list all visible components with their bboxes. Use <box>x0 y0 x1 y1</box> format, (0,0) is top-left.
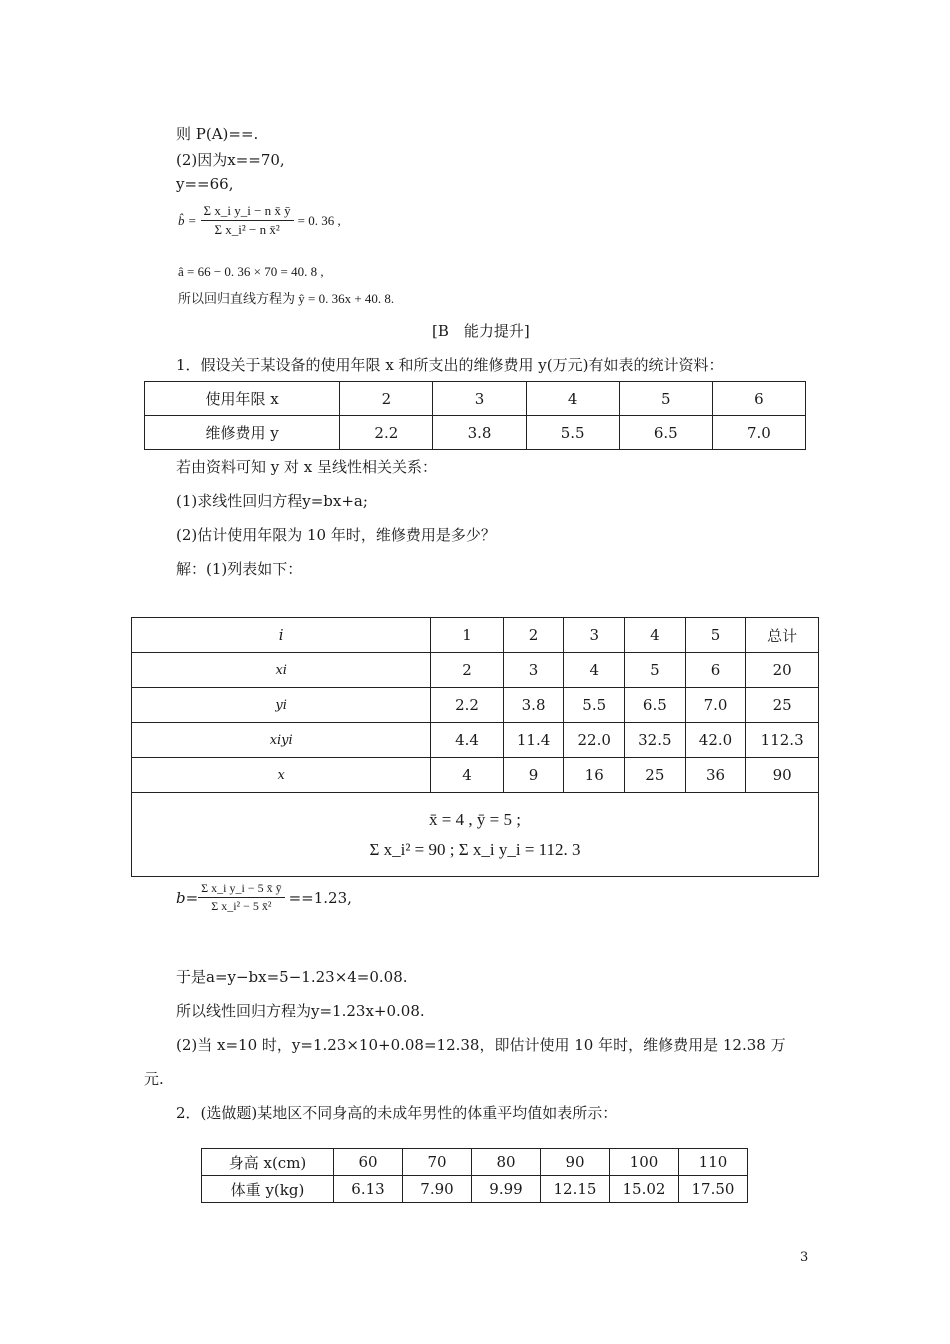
formula-b-hat: b̂ = $\frac{\text{Σ x\_i y\_i − n x̄ ȳ}}{\text{Σ x\_i² − n x̄²}}$ = 0. 36 , <box>178 203 341 237</box>
table-cell: 9 <box>503 758 564 793</box>
table-cell: 2 <box>503 618 564 653</box>
q1-part1: (1)求线性回归方程y=bx+a; <box>176 492 368 510</box>
table-cell: 12.15 <box>541 1176 610 1203</box>
b-numerator: Σ x_i y_i − 5 x̄ ȳ <box>198 881 284 898</box>
q1-table <box>144 381 806 450</box>
solution-table <box>131 617 819 877</box>
table-cell: 维修费用 y <box>145 416 340 450</box>
table-cell: 7.0 <box>712 416 805 450</box>
table-cell: 60 <box>334 1149 403 1176</box>
q2-table <box>201 1148 748 1203</box>
table-cell: 70 <box>403 1149 472 1176</box>
table-row <box>132 653 819 688</box>
table-row <box>132 723 819 758</box>
table-cell: 6 <box>685 653 746 688</box>
regression-line: 所以线性回归方程为y=1.23x+0.08. <box>176 1002 425 1020</box>
table-summary-cell <box>132 793 819 877</box>
b-prefix: b= <box>176 888 199 907</box>
table-cell: 32.5 <box>625 723 686 758</box>
formula-b-result: = 0. 36 , <box>297 212 341 228</box>
q2-table-row <box>202 1149 748 1176</box>
table-cell: 6.13 <box>334 1176 403 1203</box>
q1-part2: (2)估计使用年限为 10 年时，维修费用是多少？ <box>176 526 496 544</box>
table-cell: 5.5 <box>564 688 625 723</box>
table-cell: 3 <box>503 653 564 688</box>
table-cell: 6 <box>712 382 805 416</box>
table-cell: 使用年限 x <box>145 382 340 416</box>
table-cell: 20 <box>746 653 819 688</box>
q1-table-row <box>145 416 806 450</box>
q2-table-row <box>202 1176 748 1203</box>
table-cell: 6.5 <box>619 416 712 450</box>
table-cell: 4 <box>431 758 503 793</box>
table-cell: 4 <box>564 653 625 688</box>
q2-text: 2．(选做题)某地区不同身高的未成年男性的体重平均值如表所示： <box>176 1104 618 1122</box>
table-cell: 25 <box>625 758 686 793</box>
table-cell: 90 <box>746 758 819 793</box>
formula-b <box>176 881 352 914</box>
a-calc-line: 于是a=y−bx=5−1.23×4=0.08. <box>176 968 408 986</box>
table-cell: 90 <box>541 1149 610 1176</box>
table-cell: x <box>132 758 431 793</box>
table-cell: 5 <box>619 382 712 416</box>
b-result: ==1.23, <box>288 888 352 907</box>
table-cell: 3 <box>433 382 526 416</box>
table-cell: 身高 x(cm) <box>202 1149 334 1176</box>
text-p-a: 则 P(A)==. <box>176 125 259 143</box>
table-cell: 15.02 <box>610 1176 679 1203</box>
table-cell: 2.2 <box>340 416 433 450</box>
table-cell: 7.90 <box>403 1176 472 1203</box>
q1-table-row <box>145 382 806 416</box>
table-cell: 17.50 <box>679 1176 748 1203</box>
table-cell: 4 <box>625 618 686 653</box>
table-cell: 3 <box>564 618 625 653</box>
table-cell: 9.99 <box>472 1176 541 1203</box>
table-cell: 6.5 <box>625 688 686 723</box>
formula-b-numerator: Σ x_i y_i − n x̄ ȳ <box>201 203 294 221</box>
q1-text: 1．假设关于某设备的使用年限 x 和所支出的维修费用 y(万元)有如表的统计资料： <box>176 356 724 374</box>
table-cell: 110 <box>679 1149 748 1176</box>
table-cell: xiyi <box>132 723 431 758</box>
formula-regression: 所以回归直线方程为 ŷ = 0. 36x + 40. 8. <box>178 291 395 306</box>
summary-sums: Σ x_i² = 90 ; Σ x_i y_i = 112. 3 <box>369 839 581 859</box>
table-cell: 42.0 <box>685 723 746 758</box>
table-cell: 2 <box>340 382 433 416</box>
b-denominator: Σ x_i² − 5 x̄² <box>211 899 272 913</box>
table-cell: 5 <box>625 653 686 688</box>
table-cell: 5 <box>685 618 746 653</box>
table-cell: 16 <box>564 758 625 793</box>
table-cell: 2.2 <box>431 688 503 723</box>
table-cell: 7.0 <box>685 688 746 723</box>
table-cell: 100 <box>610 1149 679 1176</box>
section-title: [B 能力提升] <box>432 322 530 340</box>
summary-means: x̄ = 4 , ȳ = 5 ; <box>429 809 521 829</box>
q1-solution-intro: 解：(1)列表如下： <box>176 560 303 578</box>
q1-condition: 若由资料可知 y 对 x 呈线性相关关系： <box>176 458 438 476</box>
part2-answer-line1: (2)当 x=10 时，y=1.23×10+0.08=12.38，即估计使用 10 年时，维修费用是 12.38 万 <box>176 1036 786 1054</box>
formula-a-hat: â = 66 − 0. 36 × 70 = 40. 8 , <box>178 264 324 279</box>
table-cell: 3.8 <box>433 416 526 450</box>
table-cell: yi <box>132 688 431 723</box>
table-cell: i <box>132 618 431 653</box>
table-row <box>132 618 819 653</box>
table-row <box>132 758 819 793</box>
table-cell: 36 <box>685 758 746 793</box>
table-cell: 4.4 <box>431 723 503 758</box>
part2-answer-line2: 元. <box>144 1070 164 1088</box>
formula-b-denominator: Σ x_i² − n x̄² <box>214 222 280 237</box>
table-cell: xi <box>132 653 431 688</box>
table-cell: 5.5 <box>526 416 619 450</box>
text-y-mean: y==66, <box>176 175 234 193</box>
page-number: 3 <box>800 1250 809 1265</box>
table-row <box>132 688 819 723</box>
text-x-mean: (2)因为x==70, <box>176 151 285 169</box>
table-cell: 4 <box>526 382 619 416</box>
table-cell: 2 <box>431 653 503 688</box>
table-cell: 11.4 <box>503 723 564 758</box>
table-cell: 22.0 <box>564 723 625 758</box>
table-cell: 1 <box>431 618 503 653</box>
table-cell: 80 <box>472 1149 541 1176</box>
table-cell: 3.8 <box>503 688 564 723</box>
table-cell: 25 <box>746 688 819 723</box>
table-cell: 112.3 <box>746 723 819 758</box>
table-summary-row <box>132 793 819 877</box>
table-cell: 体重 y(kg) <box>202 1176 334 1203</box>
table-cell: 总计 <box>746 618 819 653</box>
